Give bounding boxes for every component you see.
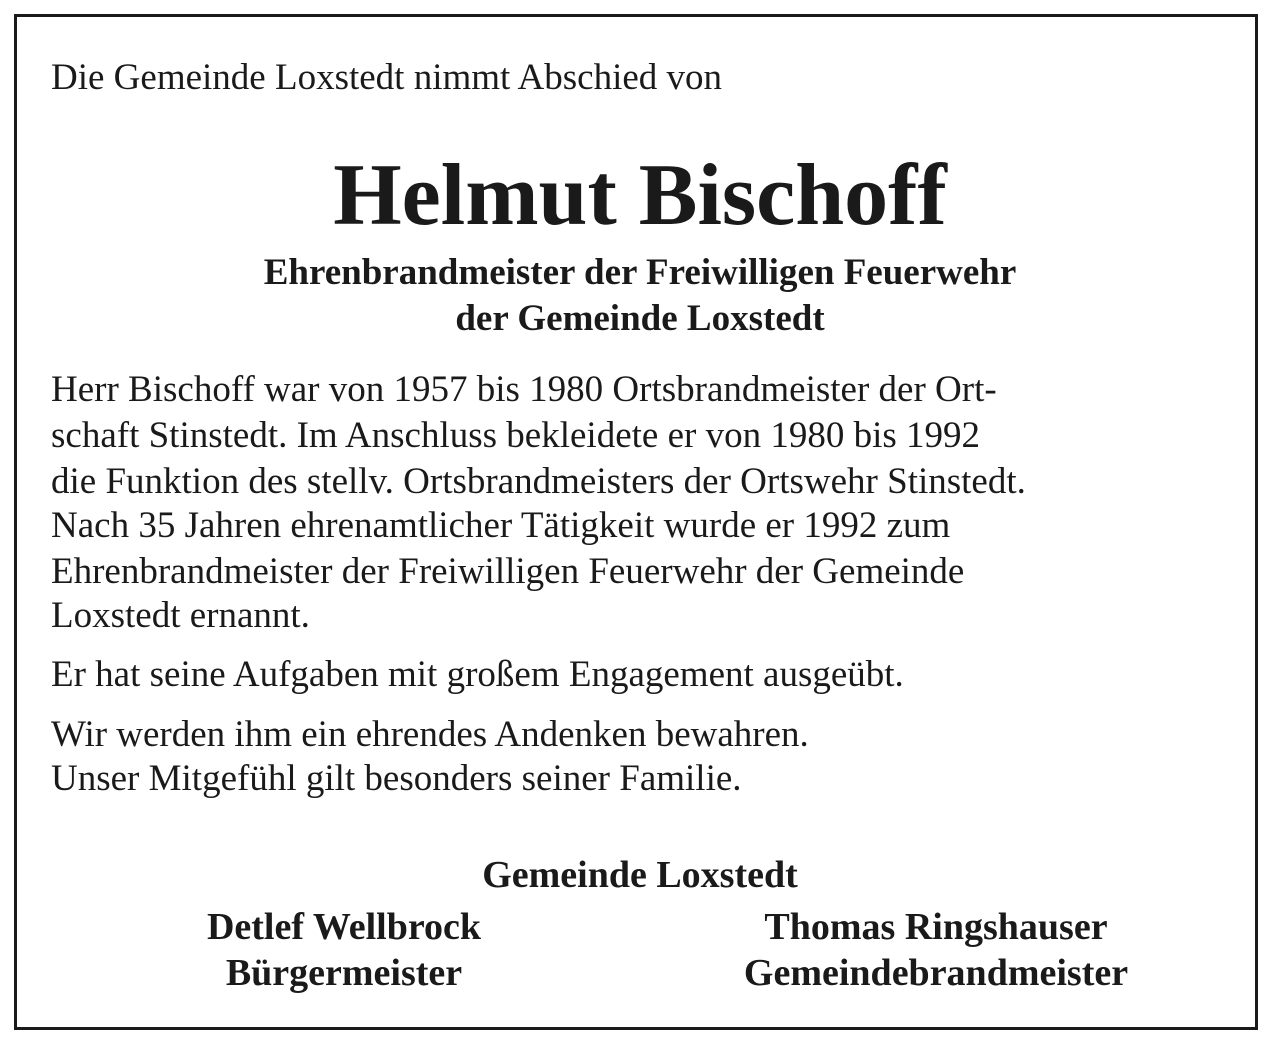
remembrance-line: Wir werden ihm ein ehrendes Andenken bewahren.: [51, 714, 809, 755]
deceased-name: Helmut Bischoff: [333, 147, 947, 244]
honorary-title-line-2: der Gemeinde Loxstedt: [455, 298, 825, 339]
signature-title: Bürgermeister: [225, 952, 463, 994]
biography-line: Loxstedt ernannt.: [51, 595, 310, 636]
honorary-title-line-1: Ehrenbrandmeister der Freiwilligen Feuerwehr: [263, 252, 1017, 293]
signature-fire-chief: [696, 904, 1176, 996]
biography-line: schaft Stinstedt. Im Anschluss bekleidete er von 1980 bis 1992: [51, 415, 980, 456]
biography-line: die Funktion des stellv. Ortsbrandmeisters der Ortswehr Stinstedt.: [51, 461, 1026, 502]
signature-name: Thomas Ringshauser: [764, 906, 1108, 948]
signature-organization: Gemeinde Loxstedt: [482, 854, 798, 896]
biography-line: Ehrenbrandmeister der Freiwilligen Feuerwehr der Gemeinde: [51, 551, 965, 592]
condolence-line: Unser Mitgefühl gilt besonders seiner Familie.: [51, 758, 742, 799]
signature-mayor: [144, 904, 544, 996]
biography-line: Nach 35 Jahren ehrenamtlicher Tätigkeit wurde er 1992 zum: [51, 505, 951, 546]
intro-line: Die Gemeinde Loxstedt nimmt Abschied von: [51, 57, 723, 98]
signature-title: Gemeindebrandmeister: [743, 952, 1129, 994]
engagement-line: Er hat seine Aufgaben mit großem Engagement ausgeübt.: [51, 654, 904, 695]
signature-name: Detlef Wellbrock: [206, 906, 482, 948]
biography-line: Herr Bischoff war von 1957 bis 1980 Ortsbrandmeister der Ort-: [51, 369, 997, 410]
